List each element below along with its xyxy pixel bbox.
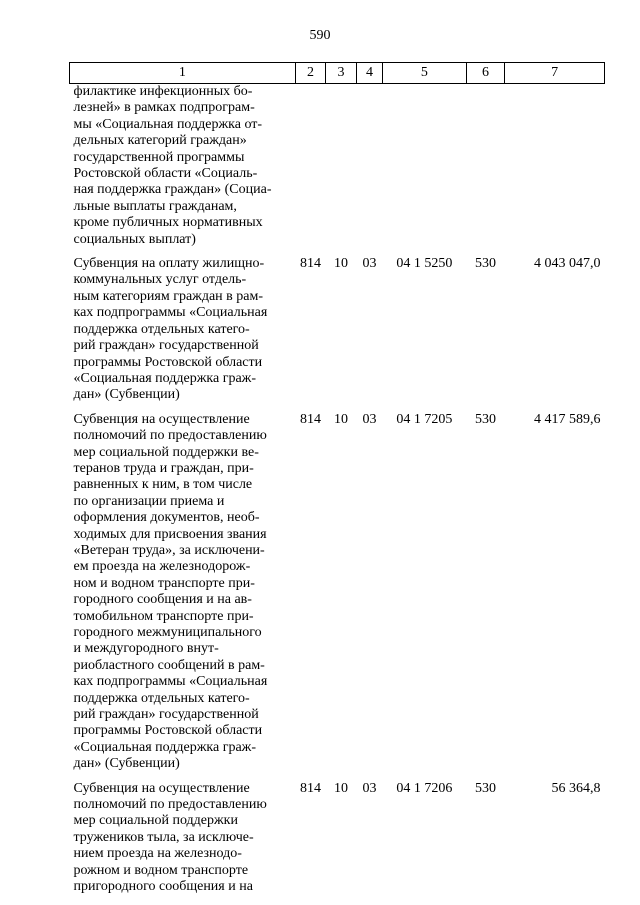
header-col-3: 3: [326, 63, 357, 84]
budget-table: [69, 62, 605, 896]
row-subsection-code: [356, 84, 382, 249]
row-description: Субвенция на оплату жилищно- коммунальных услуг отдель- ным категориям граждан в рам- ках подпрограммы «Социальная поддержка отдельных катего- рий граждан» государственной программы Ростовской области «Социальная поддержка граж- дан» (Субвенции): [73, 256, 268, 403]
row-subsection-code: 03: [362, 256, 377, 272]
table-row: [70, 248, 605, 404]
row-description: филактике инфекционных бо- лезней» в рамках подпрограм- мы «Социальная поддержка от- дельных категорий граждан» государственной программы Ростовской области «Социаль- ная поддержка граждан» (Социа- льные выплаты гражданам, кроме публичных нормативных социальных выплат): [73, 84, 272, 247]
row-amount: 56 364,8: [551, 780, 601, 796]
table-row: [70, 773, 605, 896]
page-number: 590: [309, 28, 331, 43]
row-description: Субвенция на осуществление полномочий по предоставлению мер социальной поддержки тружеников тыла, за исключе- нием проезда на железнодо- рожном и водном транспорте пригородного сообщения и на: [73, 780, 267, 895]
row-amount: 4 043 047,0: [534, 256, 601, 272]
row-ministry-code: 814: [300, 411, 322, 427]
header-col-5: 5: [383, 63, 466, 84]
header-col-1: 1: [70, 63, 296, 84]
row-expense-type-code: [466, 84, 505, 249]
row-target-item-code: 04 1 5250: [396, 256, 453, 272]
row-expense-type-code: 530: [474, 256, 496, 272]
header-col-7: 7: [505, 63, 605, 84]
row-expense-type-code: 530: [474, 780, 496, 796]
row-ministry-code: 814: [300, 780, 322, 796]
row-description: Субвенция на осуществление полномочий по предоставлению мер социальной поддержки ве- теранов труда и граждан, при- равненных к ним, в том числе по организации приема и оформления документов, необ- ходимых для присвоения звания «Ветеран труда», за исключени- ем проезда на железнодорож- ном и водном транспорте при- городного сообщения и на ав- томобильном транспорте при- городного межмуниципального и междугородного внут- риобластного сообщений в рам- ках подпрограммы «Социальная поддержка отдельных катего- рий граждан» государственной программы Ростовской области «Социальная поддержка граж- дан» (Субвенции): [73, 411, 268, 772]
row-ministry-code: [295, 84, 326, 249]
header-col-6: 6: [466, 63, 505, 84]
row-section-code: 10: [334, 780, 349, 796]
table-row: [70, 404, 605, 773]
row-section-code: [326, 84, 357, 249]
row-ministry-code: 814: [300, 256, 322, 272]
row-subsection-code: 03: [362, 780, 377, 796]
row-section-code: 10: [334, 411, 349, 427]
header-row: [70, 63, 605, 84]
row-expense-type-code: 530: [474, 411, 496, 427]
row-target-item-code: 04 1 7205: [396, 411, 453, 427]
table-body: [70, 84, 605, 896]
row-subsection-code: 03: [362, 411, 377, 427]
header-col-2: 2: [295, 63, 326, 84]
header-col-4: 4: [356, 63, 382, 84]
row-amount: 4 417 589,6: [534, 411, 601, 427]
table-header: [70, 63, 605, 84]
row-amount: [505, 84, 605, 249]
table-row: [70, 84, 605, 249]
row-section-code: 10: [334, 256, 349, 272]
row-target-item-code: 04 1 7206: [396, 780, 453, 796]
row-target-item-code: [383, 84, 466, 249]
